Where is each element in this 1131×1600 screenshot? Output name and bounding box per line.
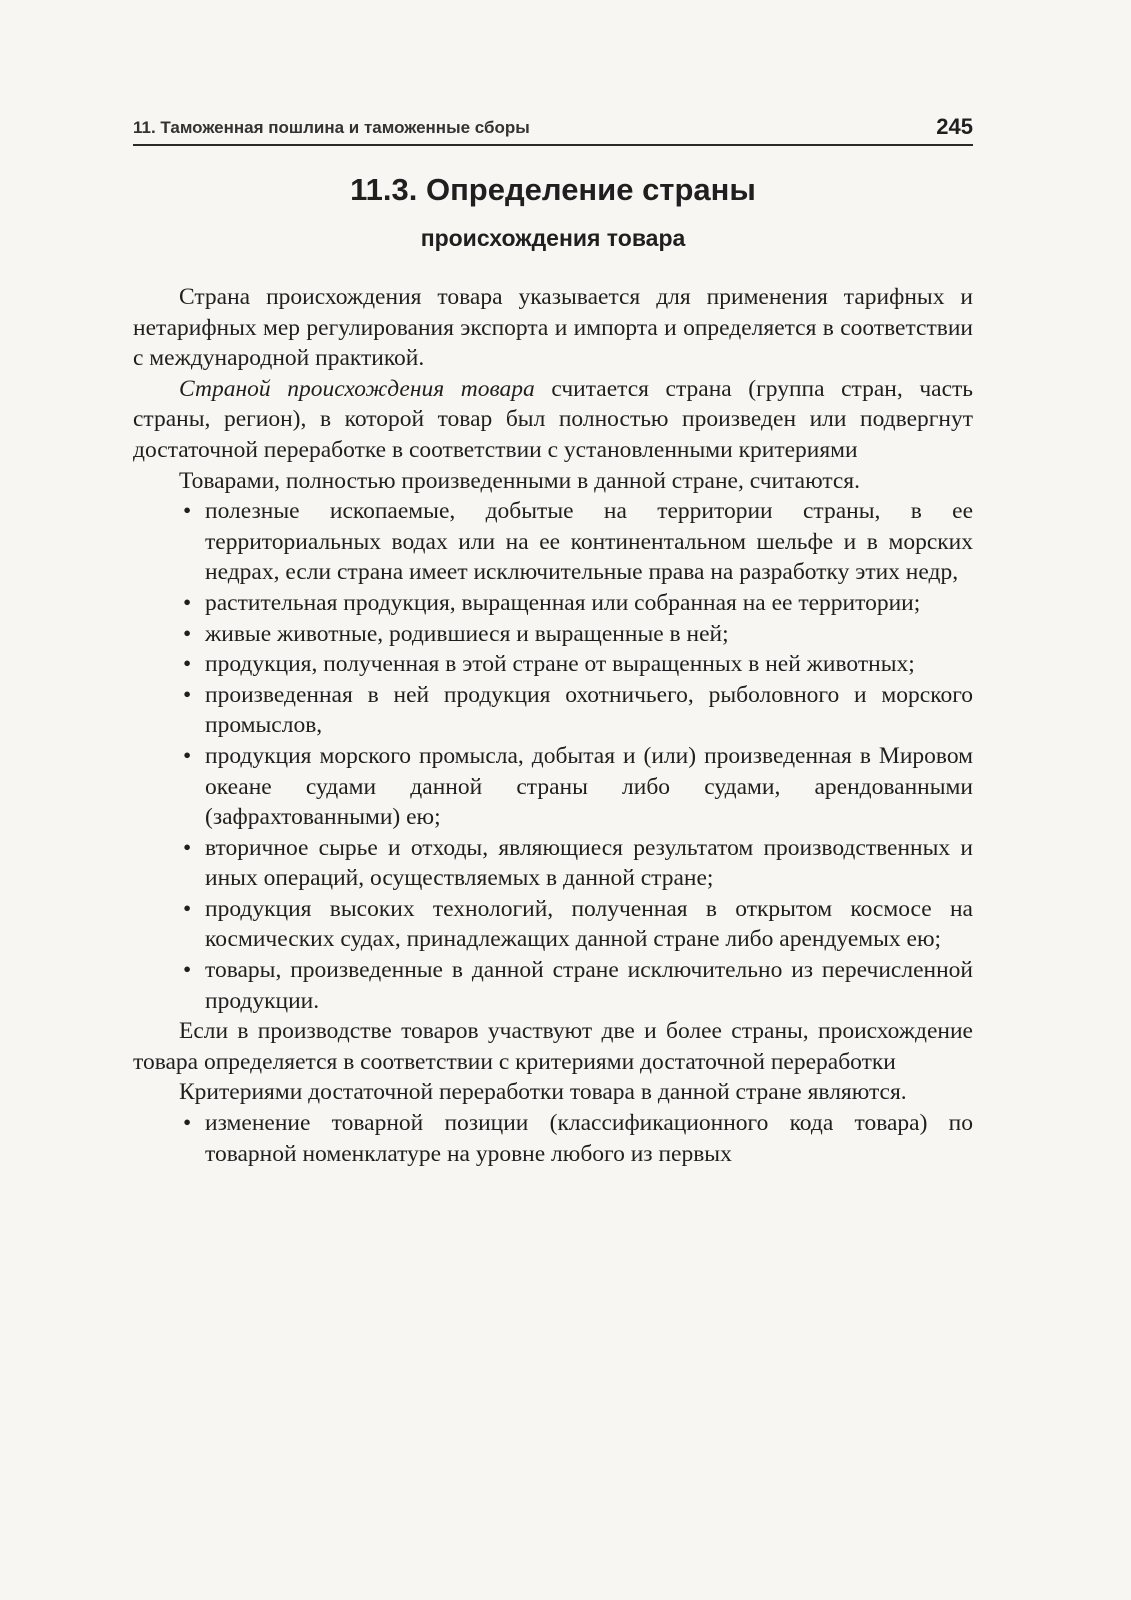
page-number: 245 bbox=[936, 114, 973, 139]
paragraph-4: Если в производстве товаров участвуют две и более страны, происхождение товара определяется в соответствии с критериями достаточной переработки bbox=[133, 1018, 973, 1075]
paragraph-3: Товарами, полностью произведенными в данной стране, считаются. bbox=[179, 467, 860, 494]
defined-term: Страной происхождения товара bbox=[179, 375, 535, 402]
running-header bbox=[133, 110, 973, 146]
section-title-line1: 11.3. Определение страны bbox=[350, 172, 756, 207]
bullet-list-1 bbox=[133, 496, 973, 1016]
list-item: • продукция морского промысла, добытая и (или) произведенная в Мировом океане судами данной страны либо судами, арендованными (зафрахтованными) ею; bbox=[133, 741, 973, 833]
list-item: • вторичное сырье и отходы, являющиеся результатом производственных и иных операций, осуществляемых в данной стране; bbox=[133, 833, 973, 894]
bullet-list-2 bbox=[133, 1108, 973, 1169]
body-text bbox=[133, 282, 973, 1169]
paragraph-5: Критериями достаточной переработки товара в данной стране являются. bbox=[179, 1079, 907, 1106]
section-title bbox=[133, 168, 973, 258]
paragraph-1: Страна происхождения товара указывается для применения тарифных и нетарифных мер регулирования экспорта и импорта и определяется в соответствии с международной практикой. bbox=[133, 284, 973, 372]
list-item: • продукция высоких технологий, полученная в открытом космосе на космических судах, принадлежащих данной стране либо арендуемых ею; bbox=[133, 894, 973, 955]
list-item: • изменение товарной позиции (классификационного кода товара) по товарной номенклатуре на уровне любого из первых bbox=[133, 1108, 973, 1169]
list-item: • полезные ископаемые, добытые на территории страны, в ее территориальных водах или на ее континентальном шельфе и в морских недрах, если страна имеет исключительные права на разработку этих недр, bbox=[133, 496, 973, 588]
list-item: • живые животные, родившиеся и выращенные в ней; bbox=[133, 619, 973, 650]
paragraph-2 bbox=[133, 374, 973, 466]
paragraph-2-rest: считается страна (группа стран, часть страны, регион), в которой товар был полностью произведен или подвергнут достаточной переработке в соответствии с установленными критериями bbox=[133, 375, 973, 463]
list-item: • товары, произведенные в данной стране исключительно из перечисленной продукции. bbox=[133, 955, 973, 1016]
chapter-title: 11. Таможенная пошлина и таможенные сборы bbox=[133, 118, 530, 137]
list-item: • произведенная в ней продукция охотничьего, рыболовного и морского промыслов, bbox=[133, 680, 973, 741]
section-title-line2: происхождения товара bbox=[420, 225, 686, 251]
list-item: • продукция, полученная в этой стране от выращенных в ней животных; bbox=[133, 649, 973, 680]
list-item: • растительная продукция, выращенная или собранная на ее территории; bbox=[133, 588, 973, 619]
